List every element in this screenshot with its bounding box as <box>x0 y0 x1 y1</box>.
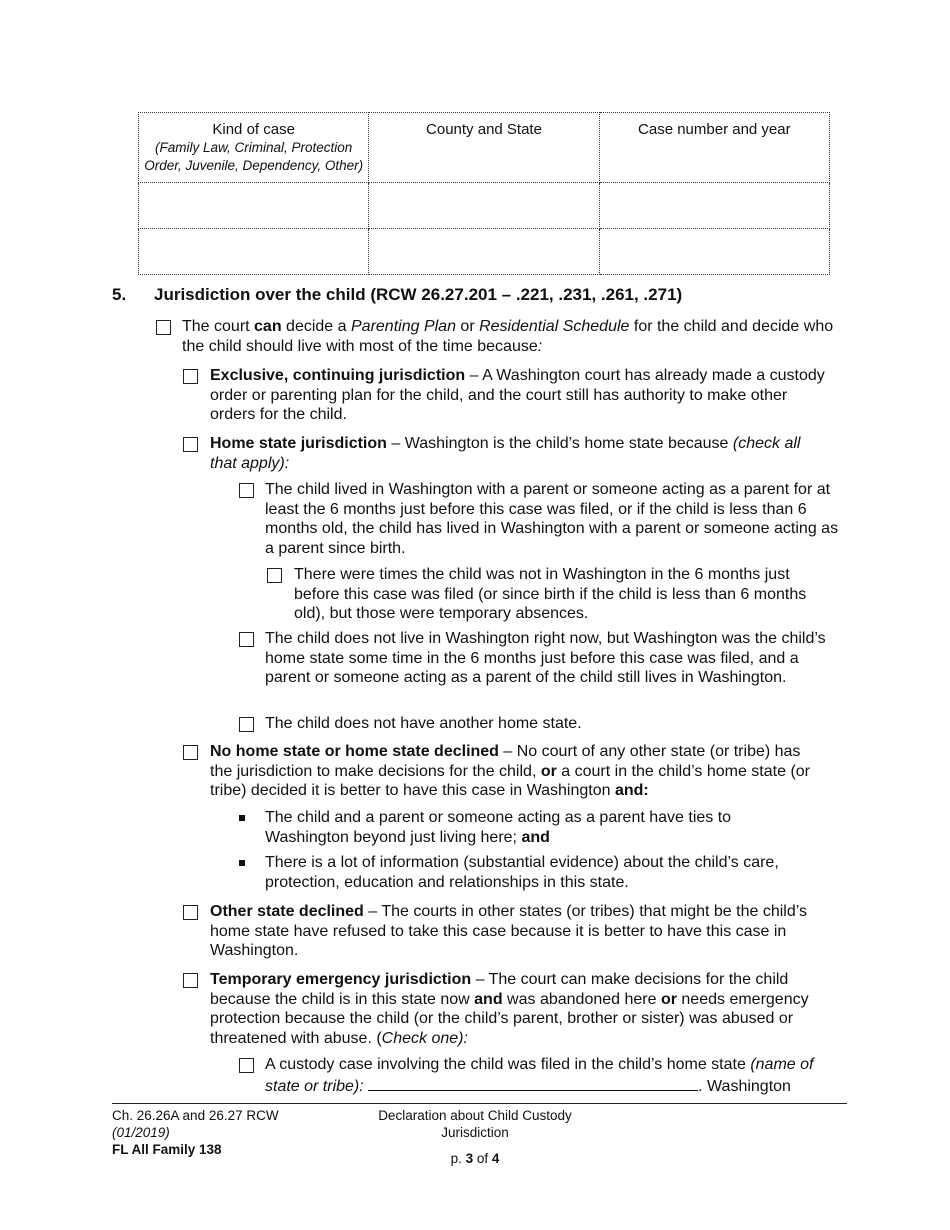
not-living-now-text: The child does not live in Washington right now, but Washington was the child’s home state some time in the 6 months just before this case was filed, and a parent or someone acting as a parent of the child still lives in Washington. <box>265 630 826 686</box>
prior-cases-table <box>138 112 830 275</box>
section-title: Jurisdiction over the child (RCW 26.27.201 – .221, .231, .261, .271) <box>154 285 683 304</box>
table-cell[interactable] <box>139 183 369 229</box>
footer-title-line2: Jurisdiction <box>441 1125 509 1140</box>
footer-rcw: Ch. 26.26A and 26.27 RCW <box>112 1108 279 1123</box>
bullet-icon <box>239 815 245 821</box>
footer-left <box>112 1107 279 1158</box>
substantial-evidence-text: There is a lot of information (substantial evidence) about the child’s care, protection, education and relationships in this state. <box>265 854 779 891</box>
case-number-header: Case number and year <box>599 113 829 183</box>
table-cell[interactable] <box>369 183 599 229</box>
exclusive-jurisdiction-checkbox[interactable] <box>183 369 198 384</box>
no-home-state-text: No home state or home state declined – No court of any other state (or tribe) has the jurisdiction to make decisions for the child, or a court in the child’s home state (or tribe) decided it is better to have this case in Washington and: <box>210 743 810 799</box>
home-state-checkbox[interactable] <box>183 437 198 452</box>
kind-of-case-title: Kind of case <box>212 121 295 138</box>
can-decide-text: The court can decide a Parenting Plan or Residential Schedule for the child and decide who the child should live with most of the time because: <box>182 318 834 355</box>
custody-case-filed-text: A custody case involving the child was filed in the child’s home state (name of state or tribe): . Washington <box>265 1056 814 1095</box>
bullet-icon <box>239 860 245 866</box>
county-state-header: County and State <box>369 113 599 183</box>
footer-form-id: FL All Family 138 <box>112 1142 222 1157</box>
temporary-absences-text: There were times the child was not in Washington in the 6 months just before this case was filed (or since birth if the child is less than 6 months old), but those were temporary absences. <box>294 566 807 622</box>
section-number: 5. <box>112 285 127 304</box>
ties-to-washington-text: The child and a parent or someone acting as a parent have ties to Washington beyond just living here; and <box>265 809 732 846</box>
page-number: p. 3 of 4 <box>450 1151 500 1166</box>
temporary-emergency-text: Temporary emergency jurisdiction – The court can make decisions for the child because the child is in this state now and was abandoned here or needs emergency protection because the child (or the child’s parent, brother or sister) was abused or threatened with abuse. (Check one): <box>210 971 809 1047</box>
exclusive-jurisdiction-text: Exclusive, continuing jurisdiction – A Washington court has already made a custody order or parenting plan for the child, and the court still has authority to make other orders for the child. <box>210 367 825 423</box>
temporary-emergency-checkbox[interactable] <box>183 973 198 988</box>
footer-date: (01/2019) <box>112 1125 170 1140</box>
other-state-declined-checkbox[interactable] <box>183 905 198 920</box>
kind-of-case-subtitle: (Family Law, Criminal, Protection Order, Juvenile, Dependency, Other) <box>144 140 364 173</box>
no-other-home-state-checkbox[interactable] <box>239 717 254 732</box>
no-home-state-checkbox[interactable] <box>183 745 198 760</box>
footer-divider <box>112 1103 847 1104</box>
table-cell[interactable] <box>599 229 829 275</box>
table-cell[interactable] <box>139 229 369 275</box>
section-heading <box>112 285 682 305</box>
table-header-row <box>139 113 830 183</box>
table-cell[interactable] <box>369 229 599 275</box>
no-other-home-state-text: The child does not have another home state. <box>265 715 582 732</box>
home-state-text: Home state jurisdiction – Washington is the child’s home state because (check all that apply): <box>210 435 801 472</box>
lived-6-months-checkbox[interactable] <box>239 483 254 498</box>
other-state-declined-text: Other state declined – The courts in other states (or tribes) that might be the child’s home state have refused to take this case because it is better to have this case in Washington. <box>210 903 808 959</box>
footer-title-line1: Declaration about Child Custody <box>378 1108 572 1123</box>
can-decide-checkbox[interactable] <box>156 320 171 335</box>
lived-6-months-text: The child lived in Washington with a parent or someone acting as a parent for at least the 6 months just before this case was filed, or if the child is less than 6 months old, the child has lived in Washington with a parent or someone acting as a parent since birth. <box>265 481 839 557</box>
temporary-absences-checkbox[interactable] <box>267 568 282 583</box>
kind-of-case-header <box>139 113 369 183</box>
table-row <box>139 229 830 275</box>
footer-center <box>360 1107 590 1167</box>
table-cell[interactable] <box>599 183 829 229</box>
state-or-tribe-field[interactable] <box>368 1075 698 1091</box>
table-row <box>139 183 830 229</box>
custody-case-filed-checkbox[interactable] <box>239 1058 254 1073</box>
not-living-now-checkbox[interactable] <box>239 632 254 647</box>
